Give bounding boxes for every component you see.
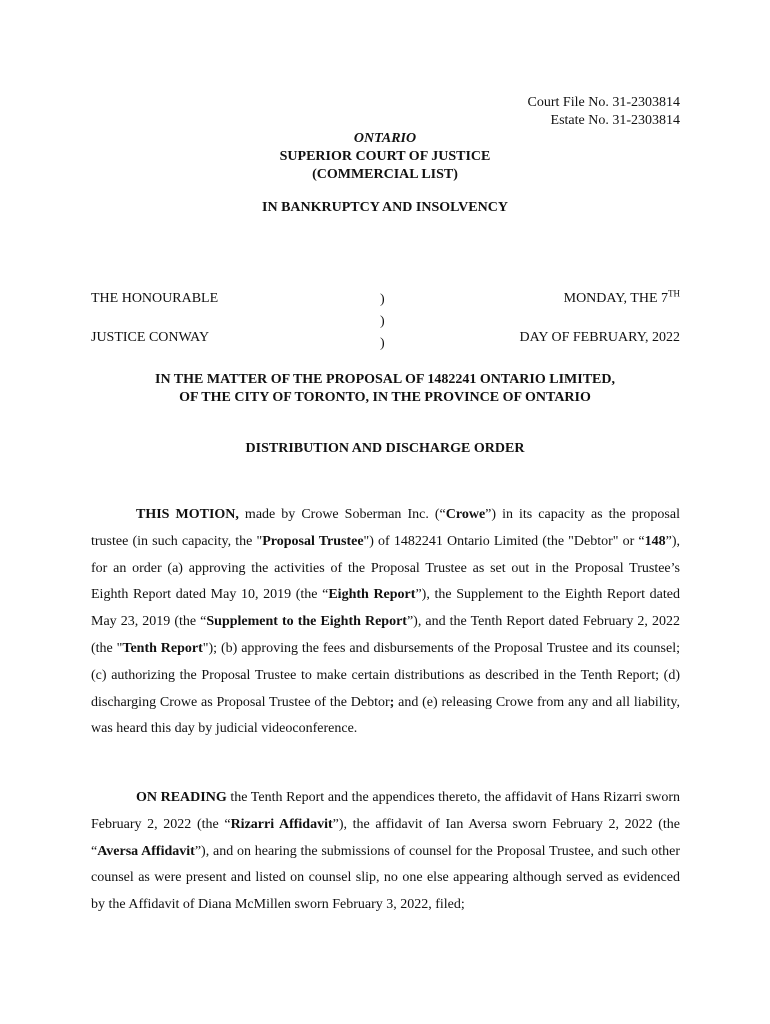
para1-run-3: ”) in its capacity as the proposal trustee (in such capacity, the " — [91, 507, 680, 549]
hearing-date-line2: DAY OF FEBRUARY, 2022 — [519, 330, 680, 345]
para1-run-10: Supplement to the Eighth Report — [206, 614, 407, 630]
ordinal-suffix: TH — [668, 288, 680, 299]
reading-paragraph — [91, 785, 680, 919]
para1-run-9: ”), the Supplement to the Eighth Report dated May 23, 2019 (the “ — [91, 587, 680, 630]
para2-run-5: ”), and on hearing the submissions of counsel for the Proposal Trustee, and such other counsel as were present and listed on counsel slip, no one else appearing although served as evidenced by the Affidavit of Diana McMillen sworn February 3, 2022, filed; — [91, 843, 680, 913]
para2-run-4: Aversa Affidavit — [97, 843, 195, 859]
bracket-3: ) — [380, 336, 385, 351]
court-name: SUPERIOR COURT OF JUSTICE — [279, 149, 491, 164]
hearing-date-line1 — [563, 288, 680, 307]
motion-paragraph — [91, 502, 680, 743]
judge-name: JUSTICE CONWAY — [91, 330, 210, 345]
court-file-number: Court File No. 31-2303814 — [527, 95, 680, 110]
court-heading — [0, 130, 770, 184]
para2-run-0: ON READING — [136, 790, 227, 805]
bracket-2: ) — [380, 314, 385, 329]
para1-run-6: 148 — [644, 533, 666, 549]
para1-run-14: ; — [389, 694, 395, 710]
bracket-1: ) — [380, 292, 385, 307]
matter-line-1: IN THE MATTER OF THE PROPOSAL OF 1482241 ONTARIO LIMITED, — [155, 372, 615, 387]
order-title: DISTRIBUTION AND DISCHARGE ORDER — [245, 441, 525, 456]
para2-run-3: ”), the affidavit of Ian Aversa sworn February 2, 2022 (the “ — [91, 816, 681, 859]
para1-run-8: Eighth Report — [328, 587, 416, 603]
province-name: ONTARIO — [353, 131, 417, 146]
matter-line-2: OF THE CITY OF TORONTO, IN THE PROVINCE OF ONTARIO — [179, 390, 591, 405]
para1-run-0: THIS MOTION, — [136, 507, 239, 522]
file-numbers — [528, 94, 680, 130]
para1-run-1: made by Crowe Soberman Inc. (“ — [238, 507, 446, 522]
para1-run-13: "); (b) approving the fees and disbursements of the Proposal Trustee and its counsel; (c) authorizing the Proposal Trustee to make certain distributions as described in the Tenth Report; (d) discharging Crowe as Proposal Trustee of the Debtor — [91, 640, 680, 710]
estate-number: Estate No. 31-2303814 — [550, 113, 680, 128]
hearing-weekday: MONDAY, THE 7 — [563, 291, 668, 306]
para1-run-7: ”), for an order (a) approving the activities of the Proposal Trustee as set out in the Proposal Trustee’s Eighth Report dated May 10, 2019 (the “ — [91, 533, 680, 603]
judge-title: THE HONOURABLE — [91, 291, 219, 306]
matter-heading — [0, 371, 770, 407]
para1-run-2: Crowe — [445, 507, 486, 522]
para1-run-11: ”), and the Tenth Report dated February 2, 2022 (the " — [91, 614, 680, 656]
para1-run-5: ") of 1482241 Ontario Limited (the "Debtor" or “ — [363, 533, 645, 549]
para1-run-12: Tenth Report — [122, 640, 203, 656]
para1-run-4: Proposal Trustee — [262, 533, 364, 549]
para1-run-15: and (e) releasing Crowe from any and all liability, was heard this day by judicial videoconference. — [91, 694, 680, 737]
para2-run-1: the Tenth Report and the appendices thereto, the affidavit of Hans Rizarri sworn February 2, 2022 (the “ — [91, 790, 680, 832]
para2-run-2: Rizarri Affidavit — [230, 816, 333, 832]
jurisdiction-heading: IN BANKRUPTCY AND INSOLVENCY — [262, 200, 508, 215]
court-list: (COMMERCIAL LIST) — [312, 167, 458, 182]
